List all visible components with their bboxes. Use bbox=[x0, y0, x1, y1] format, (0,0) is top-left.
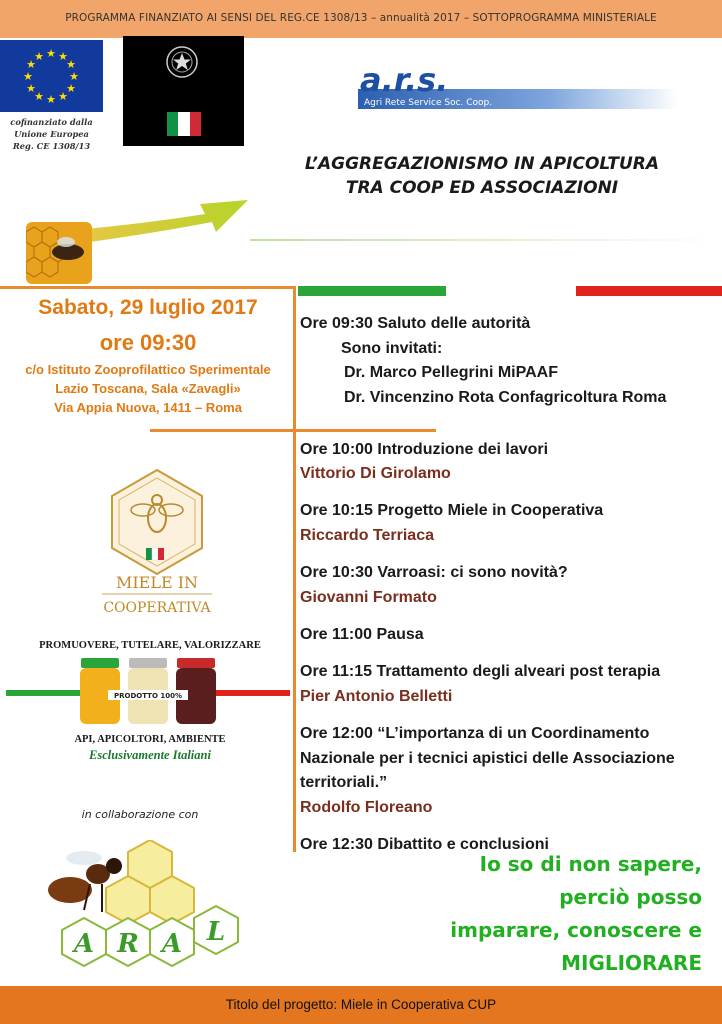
svg-text:★: ★ bbox=[23, 70, 33, 83]
quote-line-4: MIGLIORARE bbox=[561, 951, 702, 975]
green-bar bbox=[298, 286, 446, 296]
ars-logo-text: a.r.s. bbox=[360, 63, 449, 99]
aral-letter: R bbox=[117, 929, 139, 959]
miele-logo-line-1: MIELE IN bbox=[115, 573, 199, 592]
eu-caption-line-1: cofinanziato dalla bbox=[10, 117, 93, 127]
schedule-speaker: Vittorio Di Girolamo bbox=[300, 465, 451, 482]
aral-letter: A bbox=[161, 929, 183, 959]
svg-text:★: ★ bbox=[66, 58, 76, 71]
quote-line-1: Io so di non sapere, bbox=[479, 852, 702, 876]
svg-text:★: ★ bbox=[34, 50, 44, 63]
svg-text:★: ★ bbox=[26, 82, 36, 95]
venue-line-1: c/o Istituto Zooprofilattico Sperimentale bbox=[25, 362, 271, 377]
motto-quote bbox=[382, 848, 702, 980]
svg-text:★: ★ bbox=[26, 58, 36, 71]
collaboration-label: in collaborazione con bbox=[81, 808, 199, 821]
eu-flag-logo bbox=[0, 40, 103, 112]
invited-label: Sono invitati: bbox=[341, 340, 443, 357]
opening-greeting: Ore 09:30 Saluto delle autorità bbox=[300, 315, 531, 332]
frame-line-vertical-lower bbox=[293, 432, 296, 852]
schedule-item: Ore 12:30 Dibattito e conclusioni bbox=[300, 836, 549, 853]
schedule-speaker: Pier Antonio Belletti bbox=[300, 688, 453, 705]
svg-text:★: ★ bbox=[69, 70, 79, 83]
svg-text:★: ★ bbox=[58, 90, 68, 103]
promo-subtitle: API, APICOLTORI, AMBIENTE bbox=[74, 734, 226, 745]
eu-stars-icon bbox=[0, 40, 103, 112]
schedule-item-line-2: Nazionale per i tecnici apistici delle Associazione bbox=[300, 750, 675, 767]
promo-title: PROMUOVERE, TUTELARE, VALORIZZARE bbox=[39, 640, 261, 651]
schedule-speaker: Giovanni Formato bbox=[300, 589, 437, 606]
aral-letter: L bbox=[206, 917, 226, 947]
invited-guest-2: Dr. Vincenzino Rota Confagricoltura Roma bbox=[344, 389, 667, 406]
schedule-item: Ore 11:15 Trattamento degli alveari post terapia bbox=[300, 663, 661, 680]
svg-text:★: ★ bbox=[46, 47, 56, 60]
eu-caption-line-2: Unione Europea bbox=[14, 129, 89, 139]
svg-text:★: ★ bbox=[34, 90, 44, 103]
event-time: ore 09:30 bbox=[99, 330, 197, 355]
miele-in-cooperativa-logo bbox=[98, 466, 216, 616]
project-title-footer: Titolo del progetto: Miele in Cooperativa CUP bbox=[225, 997, 497, 1012]
svg-text:★: ★ bbox=[58, 50, 68, 63]
schedule-item: Ore 10:15 Progetto Miele in Cooperativa bbox=[300, 502, 604, 519]
svg-text:★: ★ bbox=[66, 82, 76, 95]
schedule-speaker: Riccardo Terriaca bbox=[300, 527, 434, 544]
eu-cofinancing-caption bbox=[0, 116, 103, 152]
miele-logo-line-2: COOPERATIVA bbox=[103, 600, 211, 616]
program-banner-text: PROGRAMMA FINANZIATO AI SENSI DEL REG.CE 1308/13 – annualità 2017 – SOTTOPROGRAMMA MINISTERIALE bbox=[65, 12, 657, 24]
promo-badge: PRODOTTO 100% bbox=[114, 692, 182, 700]
red-bar bbox=[576, 286, 722, 296]
venue-line-3: Via Appia Nuova, 1411 – Roma bbox=[54, 400, 242, 415]
title-line-2: TRA COOP ED ASSOCIAZIONI bbox=[345, 178, 619, 198]
ars-logo bbox=[358, 63, 678, 113]
schedule-item-line-3: territoriali.” bbox=[300, 774, 388, 791]
event-venue bbox=[0, 360, 296, 417]
schedule-speaker: Rodolfo Floreano bbox=[300, 799, 433, 816]
aral-letter: A bbox=[73, 929, 95, 959]
promo-tagline: Esclusivamente Italiani bbox=[89, 748, 211, 762]
schedule-item: Ore 11:00 Pausa bbox=[300, 626, 424, 643]
schedule-item: Ore 10:00 Introduzione dei lavori bbox=[300, 441, 549, 458]
aral-logo bbox=[40, 840, 240, 982]
republic-emblem-icon bbox=[164, 44, 200, 80]
eu-caption-line-3: Reg. CE 1308/13 bbox=[12, 141, 91, 151]
italian-flag-icon bbox=[167, 112, 201, 136]
honey-jars-image bbox=[78, 656, 218, 728]
event-date: Sabato, 29 luglio 2017 bbox=[38, 296, 258, 319]
quote-line-3: imparare, conoscere e bbox=[450, 918, 702, 942]
invited-guest-1: Dr. Marco Pellegrini MiPAAF bbox=[344, 364, 558, 381]
frame-line-top bbox=[0, 286, 296, 289]
ars-tagline: Agri Rete Service Soc. Coop. bbox=[364, 98, 493, 108]
quote-line-2: perciò posso bbox=[559, 885, 702, 909]
svg-text:★: ★ bbox=[46, 93, 56, 106]
schedule-item: Ore 10:30 Varroasi: ci sono novità? bbox=[300, 564, 568, 581]
venue-line-2: Lazio Toscana, Sala «Zavagli» bbox=[55, 381, 241, 396]
title-line-1: L’AGGREGAZIONISMO IN APICOLTURA bbox=[304, 154, 660, 174]
schedule-item-line-1: Ore 12:00 “L’importanza di un Coordinamento bbox=[300, 725, 650, 742]
decorative-arrow bbox=[0, 190, 722, 290]
honey-bee-photo bbox=[26, 222, 92, 284]
